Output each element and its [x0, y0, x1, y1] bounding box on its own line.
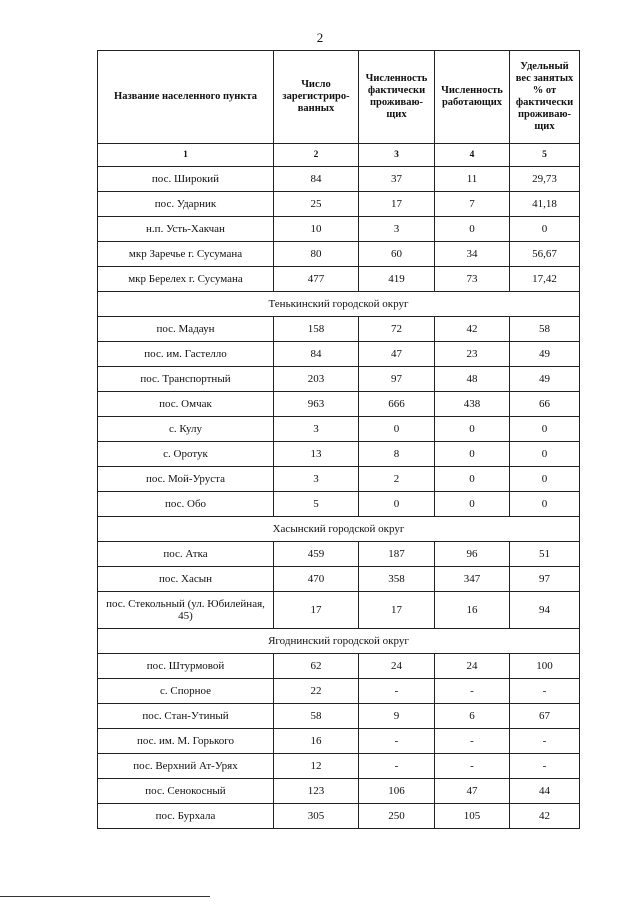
registered-cell: 5: [274, 492, 359, 517]
settlement-name: пос. Мадаун: [98, 317, 274, 342]
share-cell: -: [510, 679, 580, 704]
registered-cell: 22: [274, 679, 359, 704]
working-cell: 48: [435, 367, 510, 392]
registered-cell: 16: [274, 729, 359, 754]
actual-cell: -: [359, 754, 435, 779]
actual-cell: 250: [359, 804, 435, 829]
table-row: [98, 704, 580, 729]
share-cell: 100: [510, 654, 580, 679]
header-share: Удельный вес занятых % от фактически проживаю-щих: [510, 51, 580, 144]
registered-cell: 3: [274, 467, 359, 492]
working-cell: 438: [435, 392, 510, 417]
section-title: Тенькинский городской округ: [98, 292, 580, 317]
working-cell: 42: [435, 317, 510, 342]
share-cell: 17,42: [510, 267, 580, 292]
registered-cell: 470: [274, 567, 359, 592]
column-number: 5: [510, 144, 580, 167]
settlement-name: пос. Транспортный: [98, 367, 274, 392]
working-cell: 347: [435, 567, 510, 592]
table-row: [98, 167, 580, 192]
column-number: 4: [435, 144, 510, 167]
working-cell: -: [435, 729, 510, 754]
table-row: [98, 779, 580, 804]
settlement-name: н.п. Усть-Хакчан: [98, 217, 274, 242]
section-row: [98, 292, 580, 317]
share-cell: 42: [510, 804, 580, 829]
header-row: [98, 51, 580, 144]
actual-cell: 47: [359, 342, 435, 367]
working-cell: 73: [435, 267, 510, 292]
table-row: [98, 467, 580, 492]
registered-cell: 13: [274, 442, 359, 467]
table-row: [98, 417, 580, 442]
working-cell: 0: [435, 442, 510, 467]
actual-cell: 666: [359, 392, 435, 417]
share-cell: 51: [510, 542, 580, 567]
actual-cell: 8: [359, 442, 435, 467]
working-cell: 16: [435, 592, 510, 629]
settlement-name: пос. Хасын: [98, 567, 274, 592]
settlement-name: пос. Атка: [98, 542, 274, 567]
registered-cell: 963: [274, 392, 359, 417]
registered-cell: 10: [274, 217, 359, 242]
working-cell: -: [435, 679, 510, 704]
registered-cell: 305: [274, 804, 359, 829]
working-cell: 23: [435, 342, 510, 367]
section-row: [98, 629, 580, 654]
actual-cell: 17: [359, 192, 435, 217]
settlement-name: пос. Верхний Ат-Урях: [98, 754, 274, 779]
settlement-name: пос. Омчак: [98, 392, 274, 417]
registered-cell: 203: [274, 367, 359, 392]
actual-cell: 0: [359, 492, 435, 517]
settlement-name: с. Кулу: [98, 417, 274, 442]
working-cell: 24: [435, 654, 510, 679]
share-cell: 67: [510, 704, 580, 729]
table-row: [98, 492, 580, 517]
actual-cell: 17: [359, 592, 435, 629]
actual-cell: 2: [359, 467, 435, 492]
settlement-name: мкр Берелех г. Сусумана: [98, 267, 274, 292]
table-row: [98, 654, 580, 679]
header-registered: Число зарегистриро-ванных: [274, 51, 359, 144]
registered-cell: 158: [274, 317, 359, 342]
section-title: Ягоднинский городской округ: [98, 629, 580, 654]
settlement-name: мкр Заречье г. Сусумана: [98, 242, 274, 267]
working-cell: 47: [435, 779, 510, 804]
share-cell: 66: [510, 392, 580, 417]
column-number-row: [98, 144, 580, 167]
share-cell: 44: [510, 779, 580, 804]
working-cell: 34: [435, 242, 510, 267]
actual-cell: 419: [359, 267, 435, 292]
settlements-table: [97, 50, 580, 829]
working-cell: 6: [435, 704, 510, 729]
actual-cell: 0: [359, 417, 435, 442]
settlement-name: пос. Стан-Утиный: [98, 704, 274, 729]
actual-cell: 97: [359, 367, 435, 392]
share-cell: 58: [510, 317, 580, 342]
settlement-name: пос. Ударник: [98, 192, 274, 217]
actual-cell: 37: [359, 167, 435, 192]
share-cell: -: [510, 729, 580, 754]
section-row: [98, 517, 580, 542]
share-cell: 0: [510, 217, 580, 242]
table-row: [98, 192, 580, 217]
actual-cell: -: [359, 679, 435, 704]
settlement-name: пос. Широкий: [98, 167, 274, 192]
working-cell: 11: [435, 167, 510, 192]
actual-cell: 60: [359, 242, 435, 267]
registered-cell: 17: [274, 592, 359, 629]
share-cell: 0: [510, 492, 580, 517]
working-cell: 0: [435, 467, 510, 492]
actual-cell: 9: [359, 704, 435, 729]
registered-cell: 84: [274, 342, 359, 367]
table-row: [98, 542, 580, 567]
registered-cell: 3: [274, 417, 359, 442]
table-row: [98, 567, 580, 592]
registered-cell: 58: [274, 704, 359, 729]
registered-cell: 12: [274, 754, 359, 779]
actual-cell: 358: [359, 567, 435, 592]
actual-cell: -: [359, 729, 435, 754]
share-cell: 49: [510, 342, 580, 367]
table-row: [98, 217, 580, 242]
section-title: Хасынский городской округ: [98, 517, 580, 542]
working-cell: 7: [435, 192, 510, 217]
settlement-name: пос. им. М. Горького: [98, 729, 274, 754]
share-cell: 94: [510, 592, 580, 629]
settlement-name: пос. им. Гастелло: [98, 342, 274, 367]
working-cell: 96: [435, 542, 510, 567]
settlement-name: пос. Мой-Уруста: [98, 467, 274, 492]
share-cell: 29,73: [510, 167, 580, 192]
registered-cell: 459: [274, 542, 359, 567]
column-number: 2: [274, 144, 359, 167]
share-cell: 97: [510, 567, 580, 592]
registered-cell: 80: [274, 242, 359, 267]
table-row: [98, 392, 580, 417]
table-row: [98, 754, 580, 779]
working-cell: 0: [435, 492, 510, 517]
table-row: [98, 729, 580, 754]
registered-cell: 84: [274, 167, 359, 192]
share-cell: 0: [510, 467, 580, 492]
settlement-name: пос. Обо: [98, 492, 274, 517]
settlement-name: пос. Стекольный (ул. Юбилейная, 45): [98, 592, 274, 629]
actual-cell: 24: [359, 654, 435, 679]
share-cell: -: [510, 754, 580, 779]
table-body: [98, 167, 580, 829]
header-actual: Численность фактически проживаю-щих: [359, 51, 435, 144]
working-cell: 0: [435, 217, 510, 242]
column-number: 3: [359, 144, 435, 167]
settlement-name: пос. Сенокосный: [98, 779, 274, 804]
actual-cell: 106: [359, 779, 435, 804]
working-cell: 105: [435, 804, 510, 829]
registered-cell: 62: [274, 654, 359, 679]
table-row: [98, 242, 580, 267]
table-row: [98, 679, 580, 704]
table-row: [98, 267, 580, 292]
header-working: Численность работающих: [435, 51, 510, 144]
share-cell: 41,18: [510, 192, 580, 217]
table-row: [98, 367, 580, 392]
share-cell: 49: [510, 367, 580, 392]
share-cell: 0: [510, 442, 580, 467]
settlement-name: пос. Бурхала: [98, 804, 274, 829]
table-row: [98, 804, 580, 829]
table-row: [98, 342, 580, 367]
table-row: [98, 442, 580, 467]
registered-cell: 25: [274, 192, 359, 217]
page-number: 2: [316, 30, 324, 45]
actual-cell: 72: [359, 317, 435, 342]
working-cell: -: [435, 754, 510, 779]
settlement-name: с. Спорное: [98, 679, 274, 704]
footer-rule: [0, 896, 210, 897]
table-row: [98, 317, 580, 342]
settlement-name: пос. Штурмовой: [98, 654, 274, 679]
registered-cell: 477: [274, 267, 359, 292]
registered-cell: 123: [274, 779, 359, 804]
header-name: Название населенного пункта: [98, 51, 274, 144]
settlement-name: с. Оротук: [98, 442, 274, 467]
table-row: [98, 592, 580, 629]
share-cell: 0: [510, 417, 580, 442]
working-cell: 0: [435, 417, 510, 442]
share-cell: 56,67: [510, 242, 580, 267]
actual-cell: 187: [359, 542, 435, 567]
actual-cell: 3: [359, 217, 435, 242]
column-number: 1: [98, 144, 274, 167]
